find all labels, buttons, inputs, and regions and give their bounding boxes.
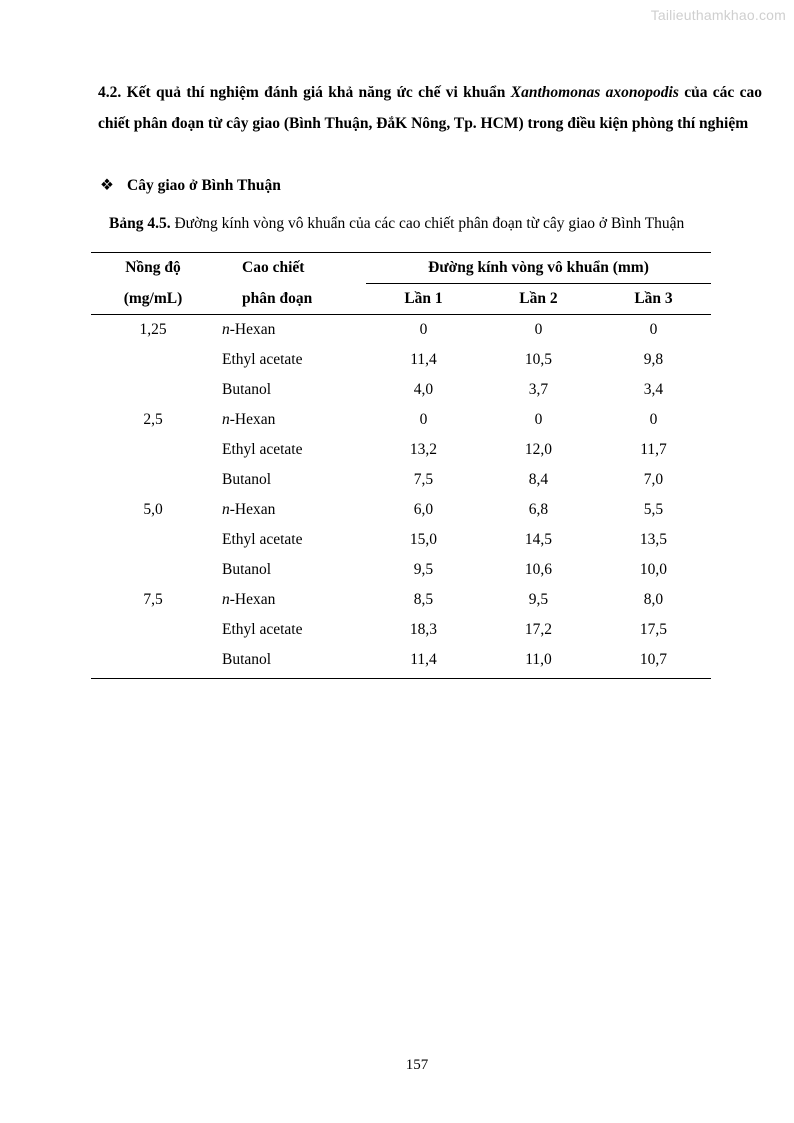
cell-concentration [91,375,215,405]
table-row [91,315,711,346]
cell-rep-2: 8,4 [528,471,549,488]
cell-fraction [215,465,366,495]
watermark: Tailieuthamkhao.com [650,7,786,23]
table-row [91,645,711,679]
header-concentration-line2: (mg/mL) [91,284,215,315]
cell-concentration [91,345,215,375]
table-row [91,585,711,615]
fraction-name: Ethyl acetate [222,531,303,548]
cell-concentration [91,615,215,645]
header-concentration-line1: Nồng độ [91,253,215,284]
cell-rep-2: 6,8 [528,501,549,518]
table-row [91,435,711,465]
table-row [91,525,711,555]
fraction-name: Ethyl acetate [222,441,303,458]
fraction-name: Butanol [222,381,272,398]
fraction-prefix: n [222,321,230,338]
cell-rep-1: 4,0 [413,381,434,398]
cell-fraction [215,375,366,405]
cell-concentration: 5,0 [143,501,163,518]
cell-rep-3: 9,8 [643,351,664,368]
cell-rep-3: 11,7 [640,441,667,458]
cell-rep-3: 7,0 [643,471,664,488]
cell-rep-3: 17,5 [639,621,668,638]
fraction-name: -Hexan [229,591,276,608]
cell-rep-2: 3,7 [528,381,549,398]
cell-concentration [91,525,215,555]
cell-rep-2: 12,0 [524,441,553,458]
fraction-name: Butanol [222,471,272,488]
cell-fraction [215,585,366,615]
fraction-name: Ethyl acetate [222,621,303,638]
cell-rep-1: 0 [419,321,428,338]
table-row [91,345,711,375]
table-row [91,375,711,405]
heading-species-name: Xanthomonas axonopodis [510,84,679,101]
cell-rep-1: 15,0 [409,531,438,548]
header-inhibition-group: Đường kính vòng vô khuẩn (mm) [366,253,711,284]
cell-rep-2: 14,5 [524,531,553,548]
fraction-prefix: n [222,411,230,428]
header-rep-3: Lần 3 [596,284,711,315]
cell-fraction [215,525,366,555]
header-fraction-line1: Cao chiết [215,253,366,284]
diamond-bullet-icon: ❖ [100,177,114,194]
cell-fraction [215,405,366,435]
cell-concentration [91,645,215,679]
inhibition-zone-table [91,252,711,679]
cell-concentration [91,555,215,585]
cell-concentration: 7,5 [143,591,163,608]
cell-rep-2: 10,5 [524,351,553,368]
cell-rep-2: 17,2 [524,621,553,638]
cell-rep-1: 0 [419,411,428,428]
table-caption-label: Bảng 4.5. [109,215,171,232]
table-row [91,615,711,645]
cell-rep-3: 5,5 [643,501,664,518]
table-caption-text: Đường kính vòng vô khuẩn của các cao chiết phân đoạn từ cây giao ở Bình Thuận [170,215,685,232]
cell-rep-2: 9,5 [528,591,549,608]
section-heading [98,77,762,139]
cell-rep-1: 11,4 [410,351,437,368]
fraction-name: -Hexan [229,411,276,428]
cell-rep-3: 0 [649,411,658,428]
table-row [91,495,711,525]
cell-rep-2: 0 [534,411,543,428]
header-rep-1: Lần 1 [366,284,481,315]
heading-text-before: 4.2. Kết quả thí nghiệm đánh giá khả năng ức chế vi khuẩn [98,84,511,101]
subsection-title-text: Cây giao ở Bình Thuận [127,177,281,194]
heading-text-after: của các cao chiết phân đoạn từ cây giao (Bình Thuận, ĐắK Nông, Tp. HCM) trong điều kiện phòng thí nghiệm [98,84,763,132]
cell-rep-1: 7,5 [413,471,434,488]
header-rep-2: Lần 2 [481,284,596,315]
cell-concentration: 1,25 [139,321,167,338]
cell-rep-2: 0 [534,321,543,338]
cell-rep-3: 13,5 [639,531,668,548]
cell-rep-3: 10,7 [596,645,711,679]
cell-rep-1: 18,3 [409,621,438,638]
subsection-title [100,176,281,195]
cell-rep-2: 10,6 [524,561,553,578]
cell-fraction [215,615,366,645]
cell-rep-1: 6,0 [413,501,434,518]
cell-fraction [215,435,366,465]
cell-rep-3: 3,4 [643,381,664,398]
cell-fraction [215,315,366,346]
cell-rep-3: 10,0 [639,561,668,578]
cell-concentration [91,465,215,495]
header-fraction-line2: phân đoạn [215,284,366,315]
page-number: 157 [405,1057,429,1073]
table-caption [109,215,684,233]
fraction-prefix: n [222,591,230,608]
cell-rep-3: 8,0 [643,591,664,608]
cell-rep-1: 9,5 [413,561,434,578]
table-row [91,555,711,585]
cell-concentration: 2,5 [143,411,163,428]
table-row [91,405,711,435]
cell-fraction [215,345,366,375]
cell-rep-1: 11,4 [366,645,481,679]
cell-rep-1: 13,2 [409,441,438,458]
fraction-name: Butanol [222,651,272,668]
cell-fraction [215,555,366,585]
cell-rep-1: 8,5 [413,591,434,608]
cell-rep-3: 0 [649,321,658,338]
cell-concentration [91,435,215,465]
cell-rep-2: 11,0 [481,645,596,679]
fraction-name: Ethyl acetate [222,351,303,368]
cell-fraction [215,645,366,679]
fraction-prefix: n [222,501,230,518]
cell-fraction [215,495,366,525]
fraction-name: Butanol [222,561,272,578]
fraction-name: -Hexan [229,501,276,518]
table-row [91,465,711,495]
table-body [91,315,711,679]
table-subheader-row [91,284,711,315]
fraction-name: -Hexan [229,321,276,338]
table-header-row [91,253,711,284]
